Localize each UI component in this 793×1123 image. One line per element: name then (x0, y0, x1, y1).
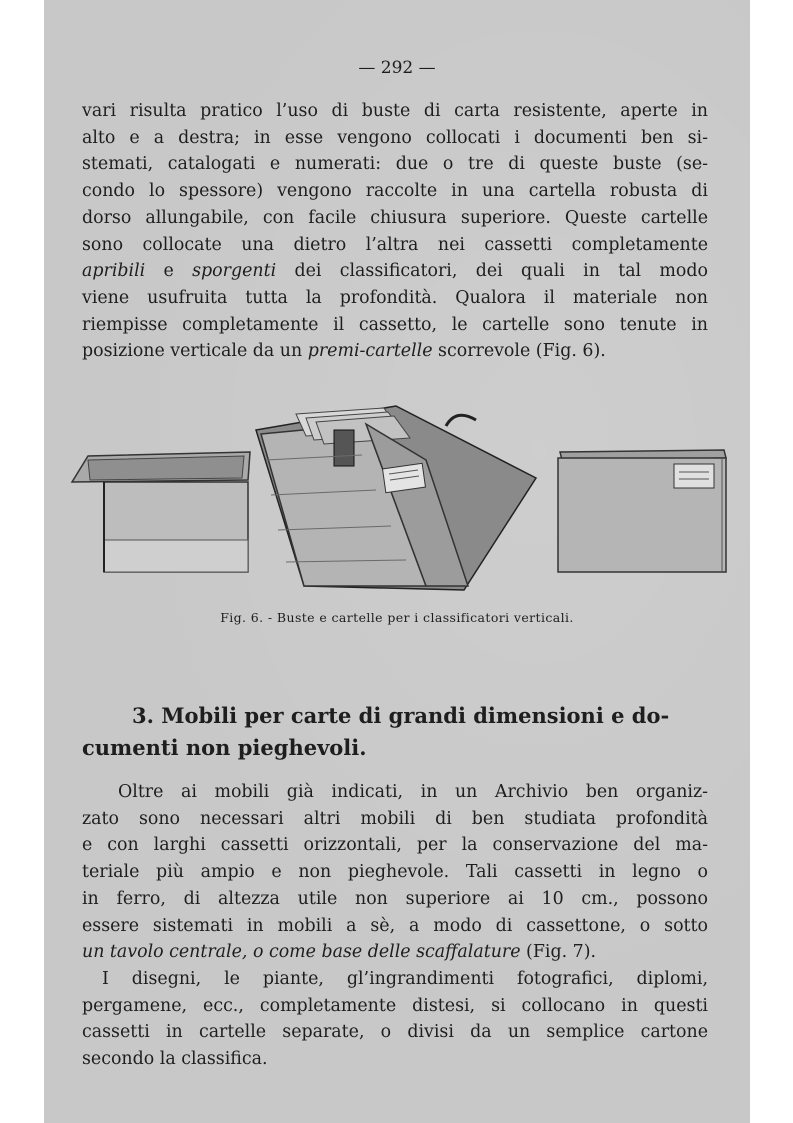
italic-term: sporgenti (192, 261, 277, 282)
text-fragment: posizione verticale da un (82, 341, 308, 362)
folders-drawing (66, 400, 730, 600)
text-line: e con larghi cassetti orizzontali, per la conservazione del ma- (82, 835, 708, 856)
text-line: sono collocate una dietro l’altra nei cassetti completamente (82, 234, 708, 255)
text-line (82, 939, 708, 966)
text-line (82, 338, 708, 365)
text-fragment: scorrevole (Fig. 6). (432, 341, 606, 362)
text-fragment: dei classificatori, dei quali in tal modo (276, 261, 708, 282)
page-number: — 292 — (358, 58, 436, 78)
text-line (82, 258, 708, 285)
text-line: alto e a destra; in esse vengono collocati i documenti ben si- (82, 127, 708, 148)
italic-term: apribili (82, 261, 146, 282)
paragraph-mobili (82, 779, 708, 966)
text-line: riempisse completamente il cassetto, le cartelle sono tenute in (82, 314, 708, 335)
figure-caption: Fig. 6. - Buste e cartelle per i classificatori verticali. (220, 610, 574, 625)
text-line: vari risulta pratico l’uso di buste di carta resistente, aperte in (82, 101, 708, 121)
text-line: viene usufruita tutta la profondità. Qualora il materiale non (82, 287, 708, 308)
text-line: teriale più ampio e non pieghevole. Tali cassetti in legno o (82, 862, 708, 883)
text-line: condo lo spessore) vengono raccolte in una cartella robusta di (82, 181, 708, 202)
closed-folder-drawing (558, 450, 726, 572)
text-fragment: (Fig. 7). (520, 942, 597, 963)
italic-term: un tavolo centrale, o come base delle scaffalature (82, 942, 521, 963)
text-line: in ferro, di altezza utile non superiore ai 10 cm., possono (82, 888, 708, 909)
text-line: stemati, catalogati e numerati: due o tre di queste buste (se- (82, 154, 708, 175)
text-line: essere sistemati in mobili a sè, a modo di cassettone, o sotto (82, 915, 708, 936)
text-line: dorso allungabile, con facile chiusura superiore. Queste cartelle (82, 207, 708, 228)
heading-line: 3. Mobili per carte di grandi dimensioni e do- (132, 703, 670, 728)
text-line: pergamene, ecc., completamente distesi, si collocano in questi (82, 995, 708, 1016)
book-page (44, 0, 750, 1123)
heading-line: cumenti non pieghevoli. (82, 735, 367, 760)
paragraph-buste (82, 98, 708, 365)
text-fragment: e (145, 261, 193, 282)
envelope-open-drawing (72, 452, 250, 572)
text-line: secondo la classifica. (82, 1049, 268, 1070)
expanding-folder-drawing (256, 406, 536, 590)
text-line: cassetti in cartelle separate, o divisi da un semplice cartone (82, 1022, 708, 1043)
section-heading (82, 700, 708, 764)
figure-6-illustration (66, 400, 730, 600)
text-line: zato sono necessari altri mobili di ben studiata profondità (82, 808, 708, 829)
paragraph-disegni (82, 966, 708, 1073)
text-line: I disegni, le piante, gl’ingrandimenti fotografici, diplomi, (102, 969, 708, 989)
italic-term: premi-cartelle (307, 341, 433, 362)
text-line: Oltre ai mobili già indicati, in un Archivio ben organiz- (118, 782, 708, 802)
